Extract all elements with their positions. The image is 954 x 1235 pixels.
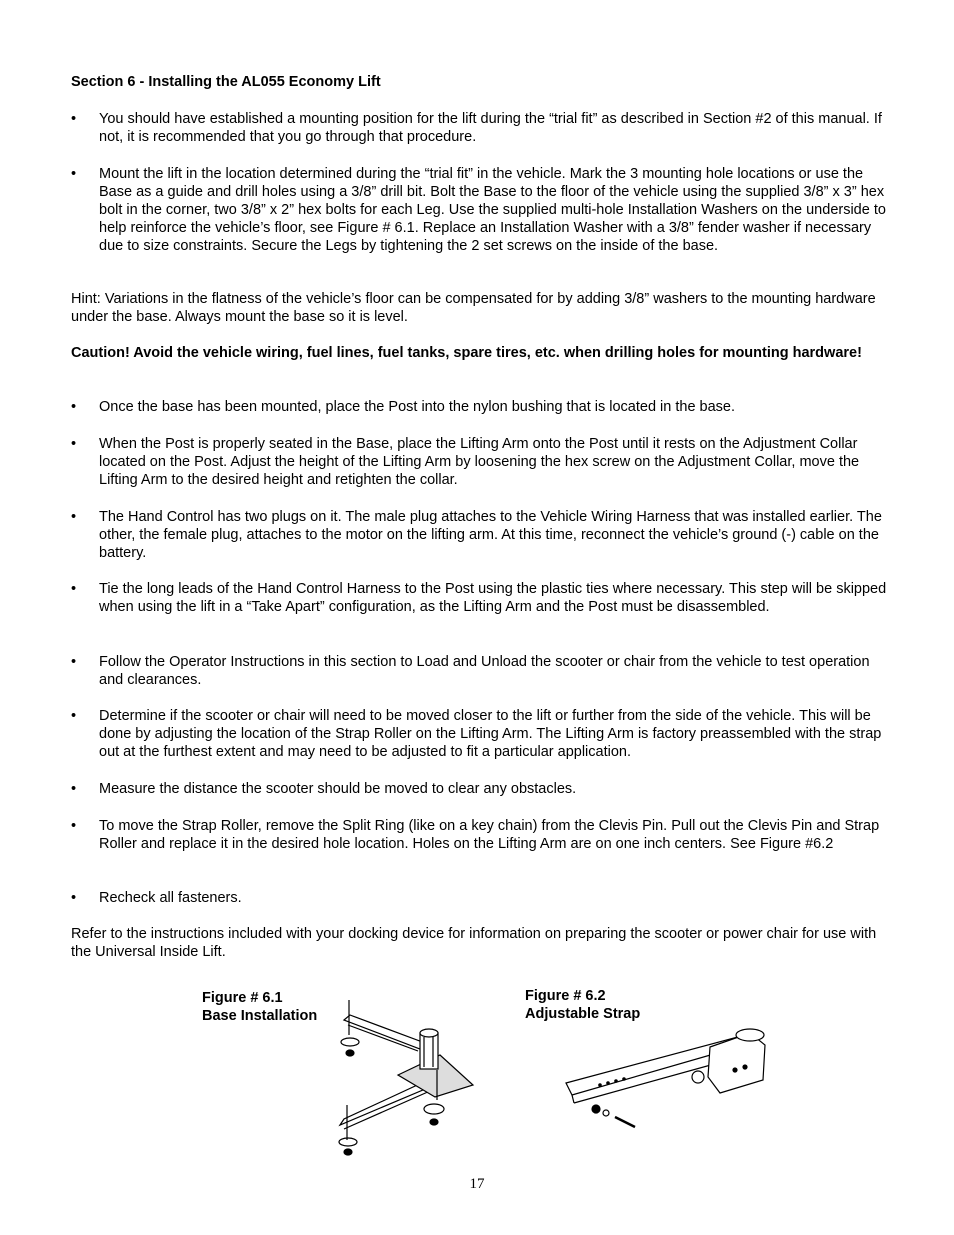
bullet-glyph: • (71, 111, 77, 127)
section-heading: Section 6 - Installing the AL055 Economy Lift (71, 74, 381, 90)
refer-paragraph: Refer to the instructions included with your docking device for information on preparing the scooter or power chair for use with the Universal Inside Lift. (71, 926, 877, 960)
figure-6-1-label (202, 989, 317, 1025)
page-number: 17 (469, 1176, 485, 1192)
base-installation-illustration (330, 995, 480, 1160)
bullet-glyph: • (71, 654, 77, 670)
list-item-text: Recheck all fasteners. (99, 890, 242, 906)
list-item-text: Mount the lift in the location determined during the “trial fit” in the vehicle. Mark the 3 mounting hole locations or use the Base as a guide and drill holes using a 3/8” drill bit. Bolt the Base to the floor of the vehicle using the supplied 3/8” x 3” hex bolt in the corner, two 3/8” x 2” hex bolts for each Leg. Use the supplied multi-hole Installation Washers on the underside to help reinforce the vehicle’s floor, see Figure # 6.1. Replace an Installation Washer with a 3/8” fender washer if necessary due to size constraints. Secure the Legs by tightening the 2 set screws on the inside of the base. (99, 166, 886, 254)
adjustable-strap-illustration (560, 1025, 775, 1135)
list-item-text: The Hand Control has two plugs on it. The male plug attaches to the Vehicle Wiring Harness that was installed earlier. The other, the female plug, attaches to the motor on the lifting arm. At this time, reconnect the vehicle’s ground (-) cable on the battery. (99, 509, 882, 561)
caution-paragraph: Caution! Avoid the vehicle wiring, fuel lines, fuel tanks, spare tires, etc. when drilling holes for mounting hardware! (71, 345, 862, 361)
list-item-text: When the Post is properly seated in the Base, place the Lifting Arm onto the Post until it rests on the Adjustment Collar located on the Post. Adjust the height of the Lifting Arm by loosening the hex screw on the Adjustment Collar, move the Lifting Arm to the desired height and retighten the collar. (99, 436, 860, 488)
bullet-glyph: • (71, 708, 77, 724)
bullet-glyph: • (71, 781, 77, 797)
figure-6-1-number: Figure # 6.1 (202, 990, 283, 1006)
list-item-text: To move the Strap Roller, remove the Split Ring (like on a key chain) from the Clevis Pin. Pull out the Clevis Pin and Strap Roller and replace it in the desired hole location. Holes on the Lifting Arm are on one inch centers. See Figure #6.2 (99, 818, 880, 852)
bullet-glyph: • (71, 818, 77, 834)
figure-6-2-caption: Adjustable Strap (525, 1006, 641, 1022)
bullet-glyph: • (71, 890, 77, 906)
bullet-glyph: • (71, 509, 77, 525)
list-item-text: Tie the long leads of the Hand Control Harness to the Post using the plastic ties where necessary. This step will be skipped when using the lift in a “Take Apart” configuration, as the Lifting Arm and the Post must be disassembled. (99, 581, 887, 615)
figure-6-2-label (525, 987, 640, 1023)
list-item-text: Follow the Operator Instructions in this section to Load and Unload the scooter or chair from the vehicle to test operation and clearances. (99, 654, 870, 688)
hint-paragraph: Hint: Variations in the flatness of the vehicle’s floor can be compensated for by adding 3/8” washers to the mounting hardware under the base. Always mount the base so it is level. (71, 291, 876, 325)
list-item-text: Measure the distance the scooter should be moved to clear any obstacles. (99, 781, 577, 797)
figure-6-2-number: Figure # 6.2 (525, 988, 606, 1004)
bullet-glyph: • (71, 399, 77, 415)
bullet-glyph: • (71, 581, 77, 597)
list-item-text: You should have established a mounting position for the lift during the “trial fit” as described in Section #2 of this manual. If not, it is recommended that you go through that procedure. (99, 111, 882, 145)
figure-6-1-caption: Base Installation (202, 1008, 318, 1024)
list-item-text: Once the base has been mounted, place the Post into the nylon bushing that is located in the base. (99, 399, 736, 415)
list-item-text: Determine if the scooter or chair will need to be moved closer to the lift or further from the side of the vehicle. This will be done by adjusting the location of the Strap Roller on the Lifting Arm. The Lifting Arm is factory preassembled with the strap out at the furthest extent and may need to be adjusted to fit a particular application. (99, 708, 882, 760)
bullet-glyph: • (71, 166, 77, 182)
bullet-glyph: • (71, 436, 77, 452)
